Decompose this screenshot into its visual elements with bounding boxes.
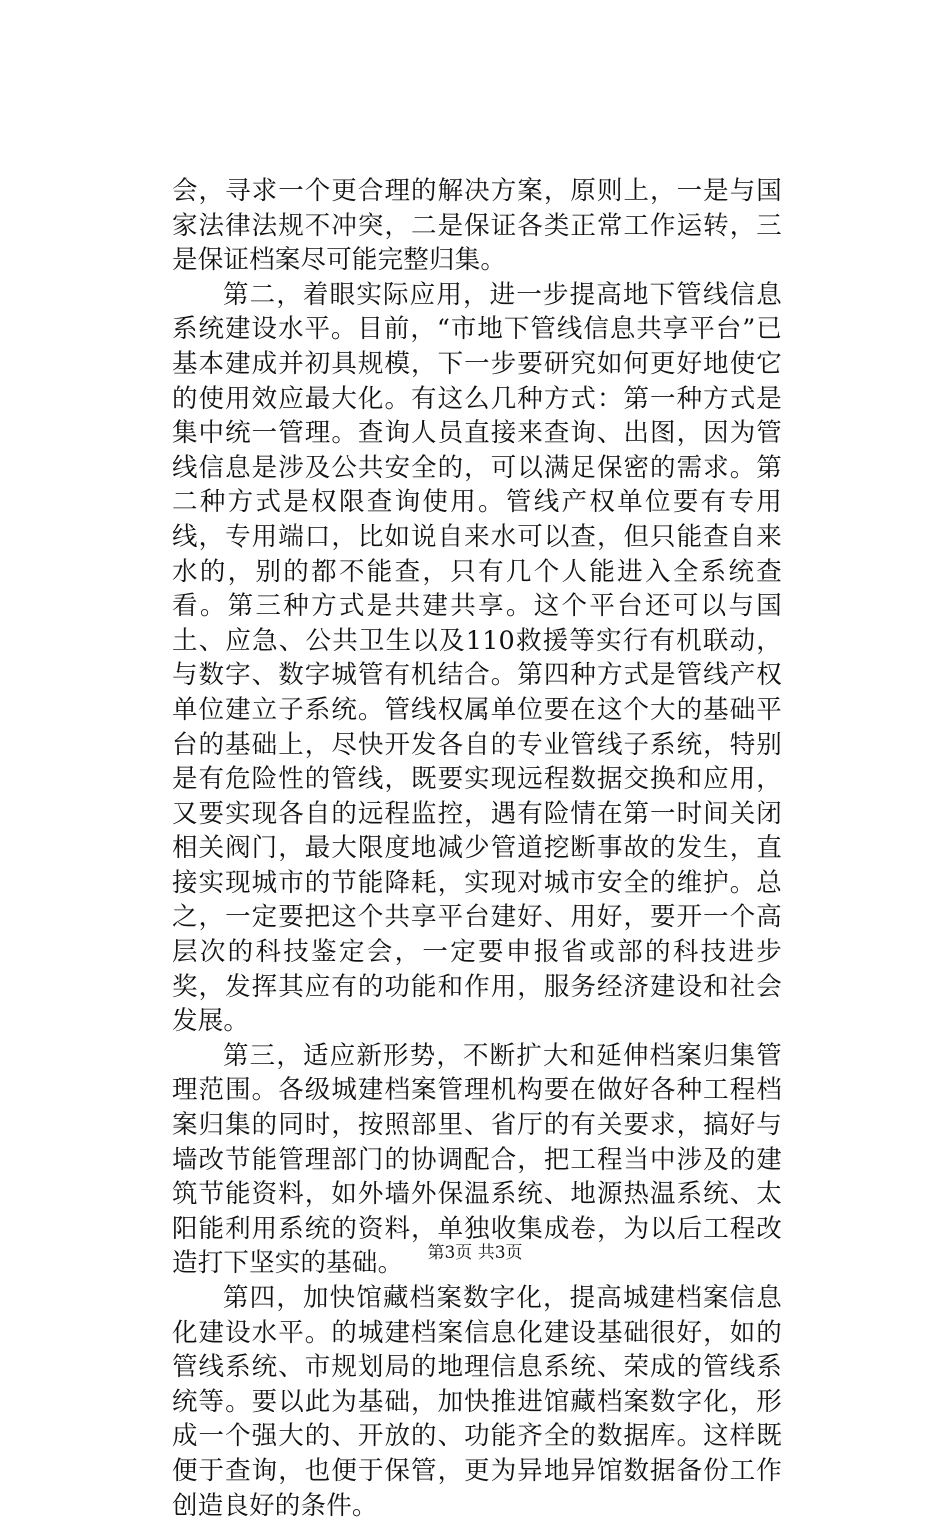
document-body bbox=[172, 174, 782, 1523]
paragraph-continuation: 会，寻求一个更合理的解决方案，原则上，一是与国家法律法规不冲突，二是保证各类正常工作运转，三是保证档案尽可能完整归集。 bbox=[172, 176, 782, 276]
paragraph-fourth-point: 第四，加快馆藏档案数字化，提高城建档案信息化建设水平。的城建档案信息化建设基础很好，如的管线系统、市规划局的地理信息系统、荣成的管线系统等。要以此为基础，加快推进馆藏档案数字化，形成一个强大的、开放的、功能齐全的数据库。这样既便于查询，也便于保管，更为异地异馆数据备份工作创造良好的条件。 bbox=[172, 1283, 782, 1521]
page-number-footer: 第3页 共3页 bbox=[427, 1243, 523, 1263]
paragraph-third-point: 第三，适应新形势，不断扩大和延伸档案归集管理范围。各级城建档案管理机构要在做好各种工程档案归集的同时，按照部里、省厅的有关要求，搞好与墙改节能管理部门的协调配合，把工程当中涉及的建筑节能资料，如外墙外保温系统、地源热温系统、太阳能利用系统的资料，单独收集成卷，为以后工程改造打下坚实的基础。 bbox=[172, 1040, 782, 1279]
paragraph-second-point: 第二，着眼实际应用，进一步提高地下管线信息系统建设水平。目前，“市地下管线信息共享平台”已基本建成并初具规模，下一步要研究如何更好地使它的使用效应最大化。有这么几种方式：第一种方式是集中统一管理。查询人员直接来查询、出图，因为管线信息是涉及公共安全的，可以满足保密的需求。第二种方式是权限查询使用。管线产权单位要有专用线，专用端口，比如说自来水可以查，但只能查自来水的，别的都不能查，只有几个人能进入全系统查看。第三种方式是共建共享。这个平台还可以与国土、应急、公共卫生以及110救援等实行有机联动，与数字、数字城管有机结合。第四种方式是管线产权单位建立子系统。管线权属单位要在这个大的基础平台的基础上，尽快开发各自的专业管线子系统，特别是有危险性的管线，既要实现远程数据交换和应用，又要实现各自的远程监控，遇有险情在第一时间关闭相关阀门，最大限度地减少管道挖断事故的发生，直接实现城市的节能降耗，实现对城市安全的维护。总之，一定要把这个共享平台建好、用好，要开一个高层次的科技鉴定会，一定要申报省或部的科技进步奖，发挥其应有的功能和作用，服务经济建设和社会发展。 bbox=[172, 279, 782, 1037]
